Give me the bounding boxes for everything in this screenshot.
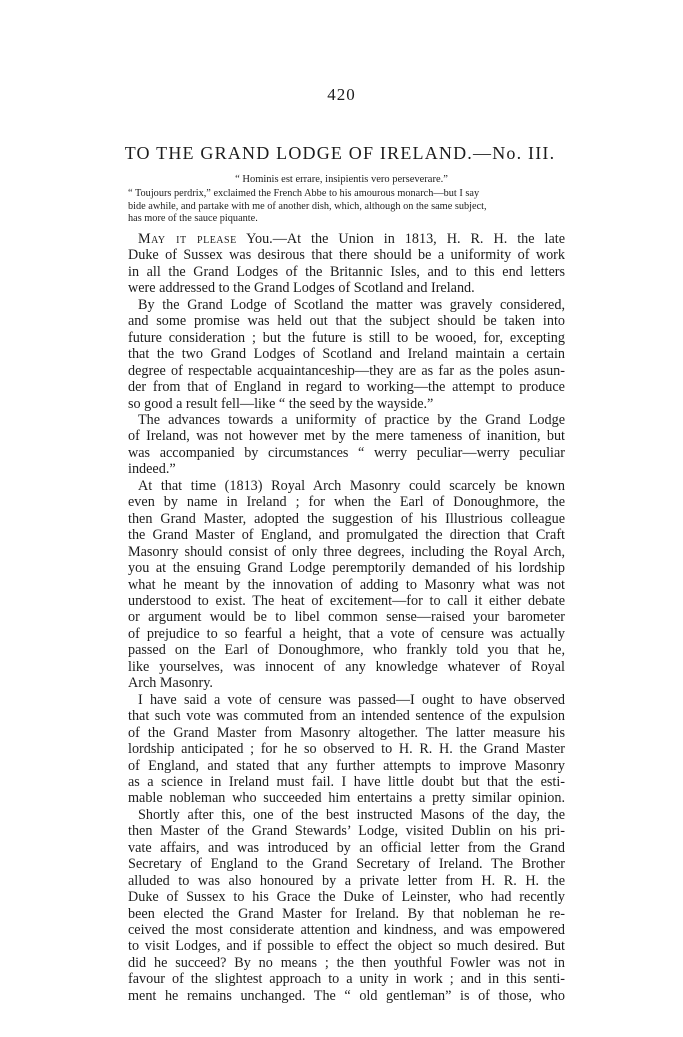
article-title: TO THE GRAND LODGE OF IRELAND.—No. III.: [124, 143, 556, 163]
text-line: then Master of the Grand Stewards’ Lodge, visited Dublin on his pri-: [128, 823, 565, 840]
text-line: was accompanied by circumstances “ werry peculiar—werry peculiar: [128, 444, 565, 461]
text-line: mable nobleman who succeeded him entertains a pretty similar opinion.: [128, 790, 565, 807]
text-line: ment he remains unchanged. The “ old gentleman” is of those, who: [128, 987, 565, 1004]
text-line: the Grand Master of England, and promulgated the direction that Craft: [128, 527, 565, 544]
text-line: of prejudice to so fearful a height, that a vote of censure was actually: [128, 625, 565, 642]
text-line: Secretary of England to the Grand Secretary of Ireland. The Brother: [128, 856, 565, 873]
text-line: At that time (1813) Royal Arch Masonry could scarcely be known: [138, 477, 565, 494]
text-line: The advances towards a uniformity of practice by the Grand Lodge: [138, 411, 565, 428]
text-line: of England, and stated that any further attempts to improve Masonry: [128, 757, 565, 774]
text-line: did he succeed? By no means ; the then youthful Fowler was not in: [128, 954, 565, 971]
text-line: favour of the slightest approach to a unity in work ; and in this senti-: [128, 971, 565, 988]
text-line: indeed.”: [128, 461, 176, 478]
text-line: that the two Grand Lodges of Scotland and Ireland maintain a certain: [128, 346, 565, 363]
text-line: or argument would be to libel common sense—raised your barometer: [128, 609, 565, 626]
text-line: der from that of England in regard to working—the attempt to produce: [128, 379, 565, 396]
text-line: vate affairs, and was introduced by an official letter from the Grand: [128, 839, 565, 856]
text-line: future consideration ; but the future is still to be wooed, for, excepting: [128, 329, 565, 346]
quote-line: bide awhile, and partake with me of another dish, which, although on the same subject,: [128, 200, 487, 212]
text-line: in all the Grand Lodges of the Britannic Isles, and to this end letters: [128, 263, 565, 280]
salutation: May it please: [138, 231, 237, 247]
text-line: to visit Lodges, and if possible to effect the object so much desired. But: [128, 938, 565, 955]
text-line: passed on the Earl of Donoughmore, who frankly told you that he,: [128, 642, 565, 659]
text-line: degree of respectable acquaintanceship—they are as far as the poles asun-: [128, 362, 565, 379]
text-line: Arch Masonry.: [128, 675, 213, 692]
text-line: of Ireland, was not however met by the mere tameness of inanition, but: [128, 428, 565, 445]
text-line: understood to exist. The heat of excitement—for to call it either debate: [128, 592, 565, 609]
text-line: what he meant by the innovation of adding to Masonry what was not: [128, 576, 565, 593]
text-line: that such vote was commuted from an intended sentence of the expulsion: [128, 708, 565, 725]
latin-epigraph: “ Hominis est errare, insipientis vero perseverare.”: [235, 174, 448, 185]
text-line: I have said a vote of censure was passed—I ought to have observed: [138, 691, 565, 708]
text-line: Masonry should consist of only three degrees, including the Royal Arch,: [128, 543, 565, 560]
text-line: and some promise was held out that the subject should be taken into: [128, 313, 565, 330]
text-line: were addressed to the Grand Lodges of Scotland and Ireland.: [128, 280, 475, 297]
text-line: Shortly after this, one of the best instructed Masons of the day, the: [138, 806, 565, 823]
text-line: as a science in Ireland must fail. I have little doubt but that the esti-: [128, 773, 565, 790]
text-line: Duke of Sussex to his Grace the Duke of Leinster, who had recently: [128, 889, 565, 906]
text-line: like yourselves, was innocent of any knowledge whatever of Royal: [128, 658, 565, 675]
text-line: ceived the most considerate attention and kindness, and was empowered: [128, 922, 565, 939]
quote-line: has more of the sauce piquante.: [128, 213, 258, 225]
opening-line: [128, 231, 565, 247]
text-line: so good a result fell—like “ the seed by the wayside.”: [128, 395, 434, 412]
page-number: 420: [327, 85, 356, 104]
text-line: of the Grand Master from Masonry altogether. The latter measure his: [128, 724, 565, 741]
text-line: lordship anticipated ; for he so observed to H. R. H. the Grand Master: [128, 741, 565, 758]
french-quote: [128, 188, 564, 226]
text-line: even by name in Ireland ; for when the Earl of Donoughmore, the: [128, 494, 565, 511]
text-line: Duke of Sussex was desirous that there should be a uniformity of work: [128, 247, 565, 264]
text-line: alluded to was also honoured by a private letter from H. R. H. the: [128, 872, 565, 889]
letter-body: [128, 231, 565, 1004]
quote-line: “ Toujours perdrix,” exclaimed the French Abbe to his amourous monarch—but I say: [128, 188, 480, 199]
opening-text: You.—At the Union in 1813, H. R. H. the late: [236, 231, 566, 247]
text-line: then Grand Master, adopted the suggestion of his Illustrious colleague: [128, 510, 565, 527]
text-line: been elected the Grand Master for Ireland. By that nobleman he re-: [128, 905, 565, 922]
text-line: By the Grand Lodge of Scotland the matter was gravely considered,: [138, 296, 565, 313]
text-line: you at the ensuing Grand Lodge peremptorily demanded of his lordship: [128, 560, 565, 577]
